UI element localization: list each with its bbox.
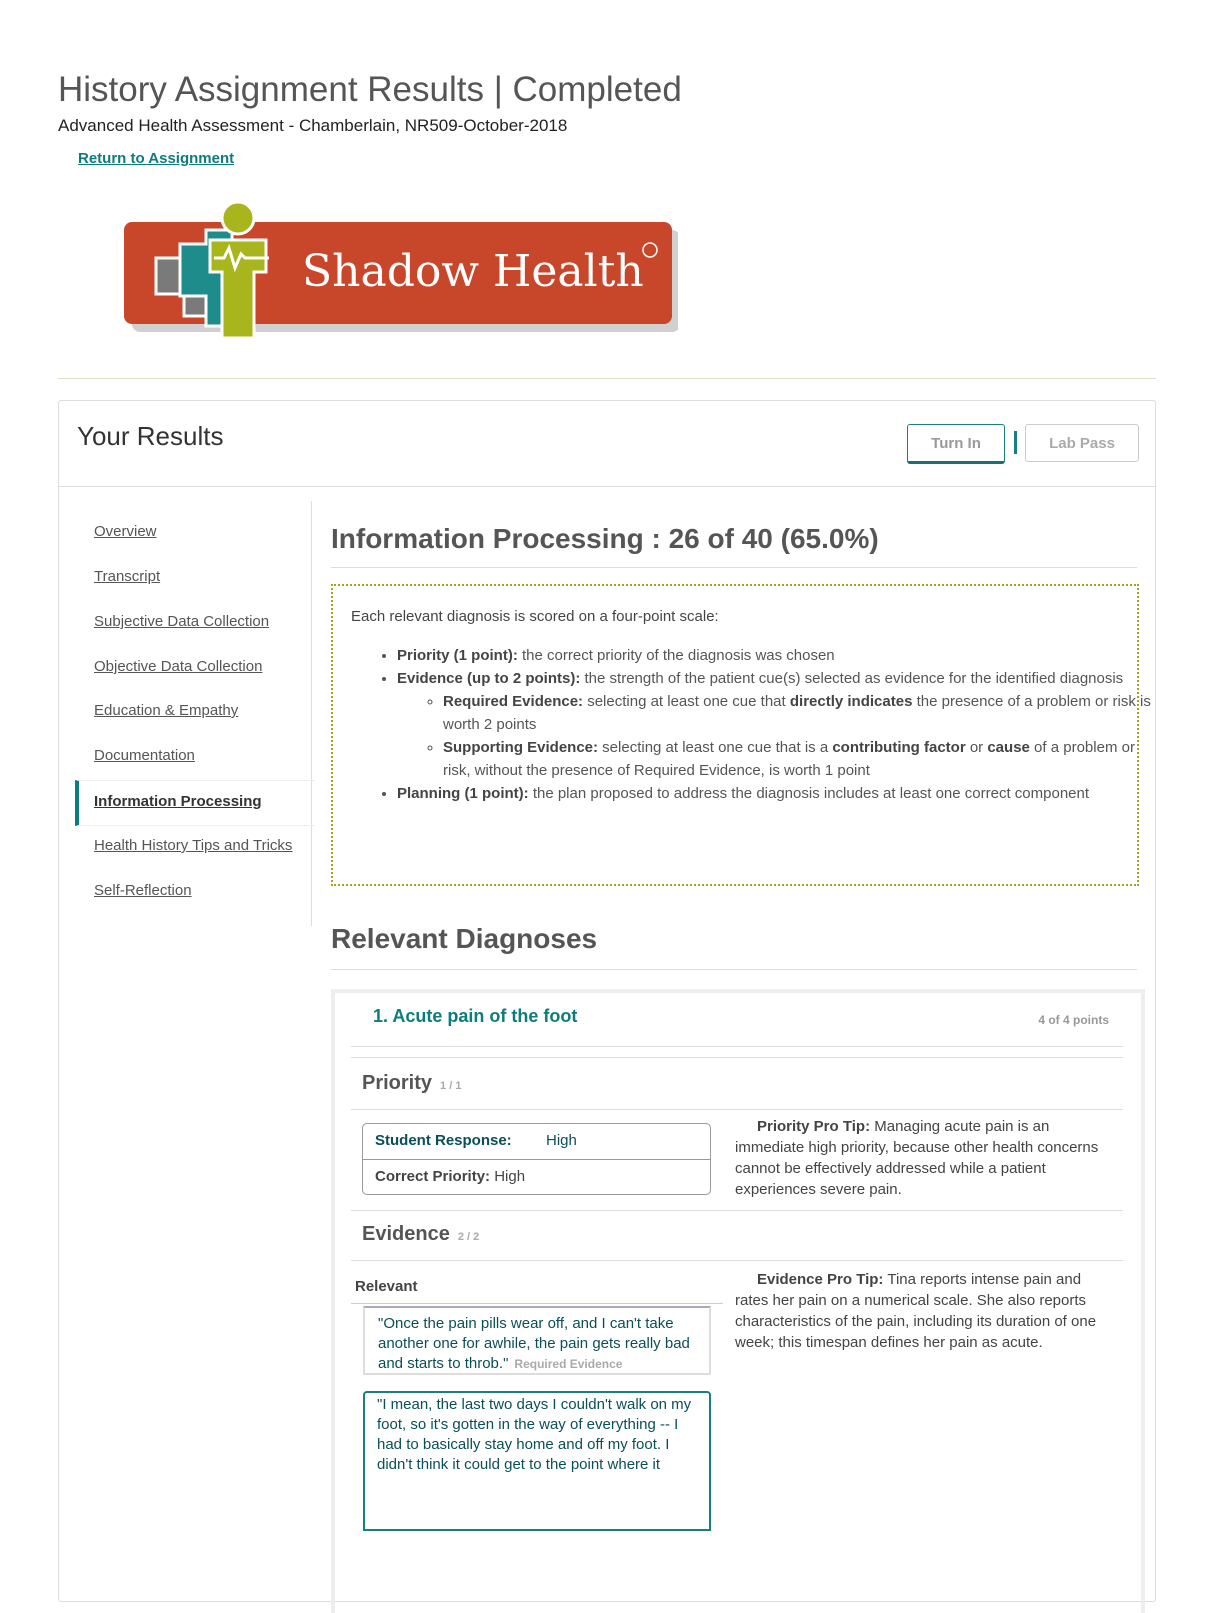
priority-pro-tip: Priority Pro Tip: Managing acute pain is an immediate high priority, because other health concerns cannot be effectively addressed while a patient experiences severe pain. (735, 1118, 1099, 1198)
student-response-row (363, 1124, 710, 1160)
evidence-heading: Evidence 2 / 2 (362, 1223, 480, 1245)
student-response-label: Student Response: (375, 1132, 512, 1149)
sidebar-item-self-reflection[interactable] (75, 870, 311, 914)
priority-score: 1 / 1 (440, 1080, 462, 1092)
section-heading: Information Processing : 26 of 40 (65.0%) (331, 523, 879, 554)
card-divider (351, 1210, 1123, 1211)
sidebar-item-label: Objective Data Collection (94, 658, 263, 675)
correct-priority-label: Correct Priority: High (375, 1168, 526, 1185)
results-title: Your Results (77, 421, 224, 451)
sidebar-item-label: Health History Tips and Tricks (94, 837, 293, 854)
evidence-quote: "I mean, the last two days I couldn't walk on my foot, so it's gotten in the way of everything -- I had to basically stay home and off my foot. I didn't think it could get to the point where it (377, 1396, 692, 1473)
required-evidence-tag: Required Evidence (514, 1357, 623, 1371)
course-subtitle: Advanced Health Assessment - Chamberlain, NR509-October-2018 (58, 116, 568, 135)
sidebar-item-transcript[interactable] (75, 556, 311, 600)
diagnosis-card (331, 989, 1145, 1613)
card-divider (351, 1046, 1123, 1047)
scoring-info-box (331, 584, 1151, 886)
evidence-subcriteria-list (397, 690, 1157, 782)
criterion-supporting-evidence: ◦ Supporting Evidence: selecting at least one cue that is a contributing factor or cause of a problem or risk, without the presence of Required Evidence, is worth 1 point (443, 736, 1157, 782)
diagnoses-divider (331, 969, 1137, 970)
sidebar-item-label: Transcript (94, 568, 161, 585)
scoring-criteria-list (351, 644, 1157, 805)
card-divider (351, 1260, 1123, 1261)
sidebar-item-education-empathy[interactable] (75, 690, 311, 734)
sidebar-item-subjective-data-collection[interactable] (75, 601, 311, 645)
priority-response-box (362, 1123, 711, 1195)
evidence-item (363, 1391, 711, 1531)
evidence-pro-tip: Evidence Pro Tip: Tina reports intense pain and rates her pain on a numerical scale. She also reports characteristics of the pain, including its duration of one week; this timespan defines her pain as acute. (735, 1271, 1097, 1351)
student-response-value: High (546, 1132, 577, 1149)
card-divider (351, 1109, 1123, 1110)
header-divider (58, 378, 1156, 379)
relevant-evidence-label: Relevant (355, 1278, 418, 1295)
evidence-score: 2 / 2 (457, 1231, 480, 1243)
evidence-quote: "Once the pain pills wear off, and I can't take another one for awhile, the pain gets really bad and starts to throb." (378, 1315, 690, 1372)
criterion-priority: • Priority (1 point): the correct priority of the diagnosis was chosen (397, 644, 1157, 667)
diagnosis-title: 1. Acute pain of the foot (373, 1006, 578, 1026)
sidebar-item-label: Subjective Data Collection (94, 613, 270, 630)
relevant-diagnoses-heading: Relevant Diagnoses (331, 923, 598, 954)
sidebar-item-objective-data-collection[interactable] (75, 646, 311, 690)
evidence-item (363, 1306, 711, 1375)
sidebar-item-health-history-tips[interactable] (75, 825, 311, 869)
sidebar-item-label: Documentation (94, 747, 195, 764)
sidebar-item-documentation[interactable] (75, 735, 311, 779)
sidebar-item-label: Self-Reflection (94, 882, 192, 899)
card-divider (351, 1057, 1123, 1058)
sidebar-item-label: Information Processing (94, 793, 262, 810)
correct-priority-row (363, 1159, 710, 1194)
sidebar-item-overview[interactable] (75, 511, 311, 555)
priority-heading: Priority 1 / 1 (362, 1072, 462, 1094)
return-to-assignment-link[interactable]: Return to Assignment (78, 150, 235, 167)
scoring-intro: Each relevant diagnosis is scored on a four-point scale: (351, 608, 719, 625)
results-panel (58, 400, 1156, 1602)
heading-divider (331, 567, 1137, 568)
results-sidebar-nav (75, 501, 312, 926)
criterion-evidence: • Evidence (up to 2 points): the strength of the patient cue(s) selected as evidence for the identified diagnosis ◦ Required Evidence: selecting at least one cue that directly indicates the presence of a problem or risk is worth 2 points ◦ Supporting Evidence: selecting at least one cue that is a contributing factor or cause of a problem or risk, without the presence of Required Evidence, is worth 1 point (397, 667, 1157, 782)
results-header (59, 401, 1155, 487)
lab-pass-button[interactable]: Lab Pass (1025, 424, 1139, 462)
sidebar-item-label: Education & Empathy (94, 702, 239, 719)
criterion-planning: • Planning (1 point): the plan proposed to address the diagnosis includes at least one correct component (397, 782, 1157, 805)
page-title: History Assignment Results | Completed (58, 70, 682, 109)
shadow-health-logo (118, 196, 678, 346)
diagnosis-points: 4 of 4 points (1038, 1013, 1109, 1027)
button-separator (1014, 431, 1017, 454)
criterion-required-evidence: ◦ Required Evidence: selecting at least one cue that directly indicates the presence of a problem or risk is worth 2 points (443, 690, 1157, 736)
sidebar-item-information-processing[interactable] (75, 780, 315, 826)
logo-text: Shadow Health (302, 246, 644, 297)
correct-priority-value: High (490, 1168, 526, 1185)
sidebar-item-label: Overview (94, 523, 157, 540)
relevant-divider (351, 1303, 723, 1304)
turn-in-button[interactable]: Turn In (907, 424, 1005, 464)
